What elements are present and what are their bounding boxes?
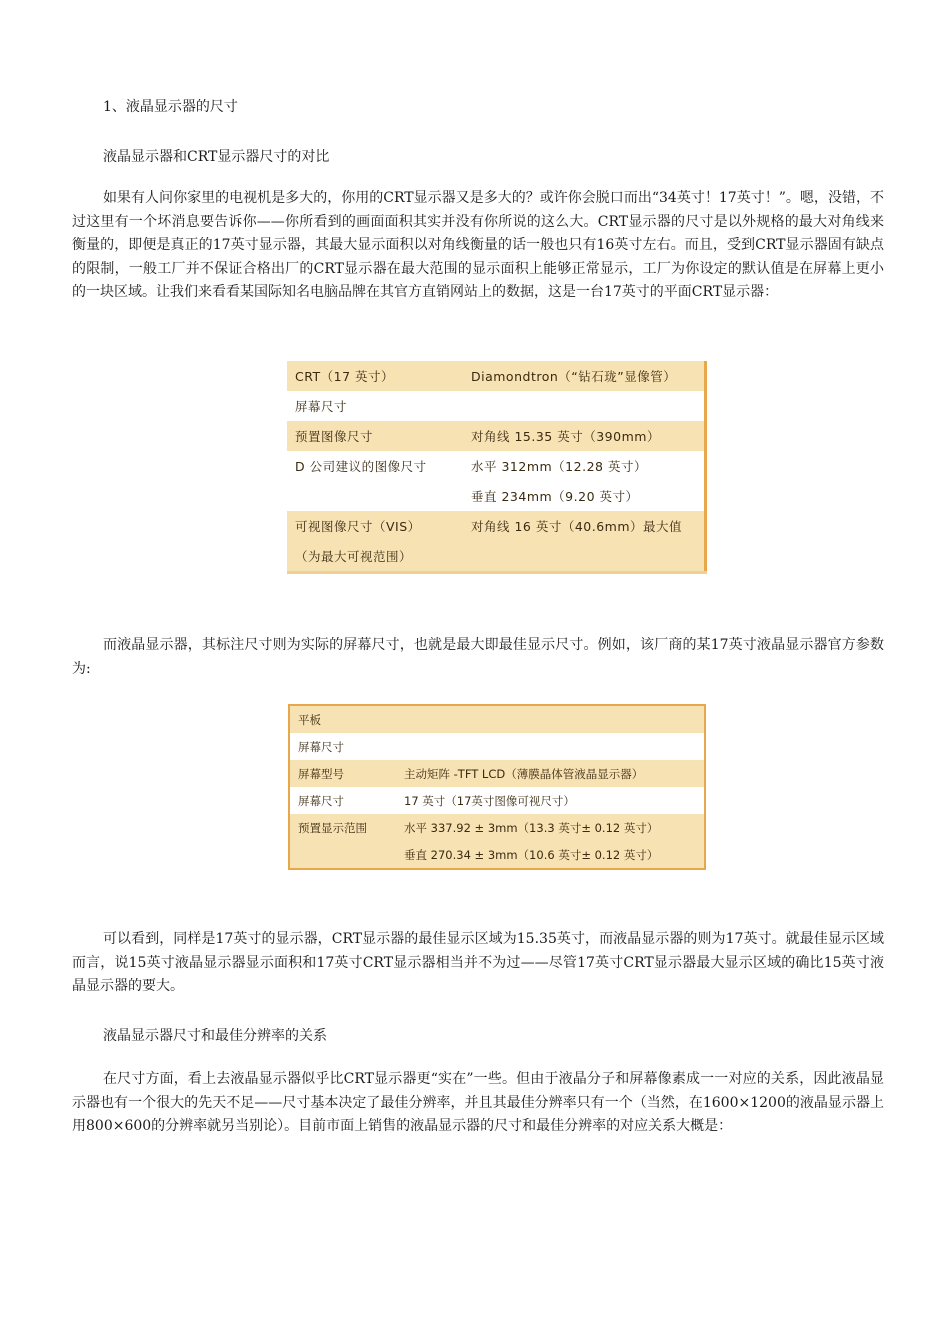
crt-cell: 水平 312mm（12.28 英寸） [463, 451, 706, 481]
lcd-cell: 垂直 270.34 ± 3mm（10.6 英寸± 0.12 英寸） [396, 841, 705, 869]
lcd-cell [396, 705, 705, 733]
crt-cell [463, 391, 706, 421]
subheading-crt-vs-lcd: 液晶显示器和CRT显示器尺寸的对比 [103, 149, 330, 165]
lcd-cell [396, 733, 705, 760]
lcd-cell: 主动矩阵 -TFT LCD（薄膜晶体管液晶显示器） [396, 760, 705, 787]
paragraph-comparison: 可以看到，同样是17英寸的显示器，CRT显示器的最佳显示区域为15.35英寸，而液晶显示器的则为17英寸。就最佳显示区域而言，说15英寸液晶显示器显示面积和17英寸CRT显示器相当并不为过——尽管17英寸CRT显示器最大显示区域的确比15英寸液晶显示器的要大。 [72, 931, 884, 994]
crt-cell: 垂直 234mm（9.20 英寸） [463, 481, 706, 511]
subheading-resolution: 液晶显示器尺寸和最佳分辨率的关系 [103, 1028, 327, 1044]
lcd-cell: 屏幕尺寸 [289, 787, 396, 814]
lcd-spec-table [288, 704, 706, 870]
lcd-cell [289, 841, 396, 869]
crt-cell: CRT（17 英寸） [287, 361, 463, 391]
lcd-cell: 屏幕尺寸 [289, 733, 396, 760]
section-title: 1、液晶显示器的尺寸 [103, 99, 238, 115]
paragraph-resolution: 在尺寸方面，看上去液晶显示器似乎比CRT显示器更“实在”一些。但由于液晶分子和屏幕像素成一一对应的关系，因此液晶显示器也有一个很大的先天不足——尺寸基本决定了最佳分辨率，并且其最佳分辨率只有一个（当然，在1600×1200的液晶显示器上用800×600的分辨率就另当别论）。目前市面上销售的液晶显示器的尺寸和最佳分辨率的对应关系大概是： [72, 1071, 884, 1134]
lcd-cell: 水平 337.92 ± 3mm（13.3 英寸± 0.12 英寸） [396, 814, 705, 841]
lcd-cell: 预置显示范围 [289, 814, 396, 841]
lcd-cell: 17 英寸（17英寸图像可视尺寸） [396, 787, 705, 814]
paragraph-lcd-size: 而液晶显示器，其标注尺寸则为实际的屏幕尺寸，也就是最大即最佳显示尺寸。例如，该厂商的某17英寸液晶显示器官方参数为: [72, 637, 884, 677]
crt-cell: 可视图像尺寸（VIS） [287, 511, 463, 541]
crt-cell: 对角线 15.35 英寸（390mm） [463, 421, 706, 451]
crt-cell: 对角线 16 英寸（40.6mm）最大值 [463, 511, 706, 541]
lcd-cell: 屏幕型号 [289, 760, 396, 787]
crt-spec-table [287, 361, 707, 574]
paragraph-crt-size: 如果有人问你家里的电视机是多大的，你用的CRT显示器又是多大的？或许你会脱口而出“34英寸！17英寸！”。嗯，没错，不过这里有一个坏消息要告诉你——你所看到的画面面积其实并没有你所说的这么大。CRT显示器的尺寸是以外规格的最大对角线来衡量的，即便是真正的17英寸显示器，其最大显示面积以对角线衡量的话一般也只有16英寸左右。而且，受到CRT显示器固有缺点的限制，一般工厂并不保证合格出厂的CRT显示器在最大范围的显示面积上能够正常显示，工厂为你设定的默认值是在屏幕上更小的一块区域。让我们来看看某国际知名电脑品牌在其官方直销网站上的数据，这是一台17英寸的平面CRT显示器： [72, 190, 884, 300]
crt-cell: 预置图像尺寸 [287, 421, 463, 451]
crt-cell [463, 541, 706, 573]
crt-cell: D 公司建议的图像尺寸 [287, 451, 463, 481]
crt-cell: Diamondtron（“钻石珑”显像管） [463, 361, 706, 391]
crt-cell: 屏幕尺寸 [287, 391, 463, 421]
crt-cell [287, 481, 463, 511]
crt-cell: （为最大可视范围） [287, 541, 463, 573]
lcd-cell: 平板 [289, 705, 396, 733]
